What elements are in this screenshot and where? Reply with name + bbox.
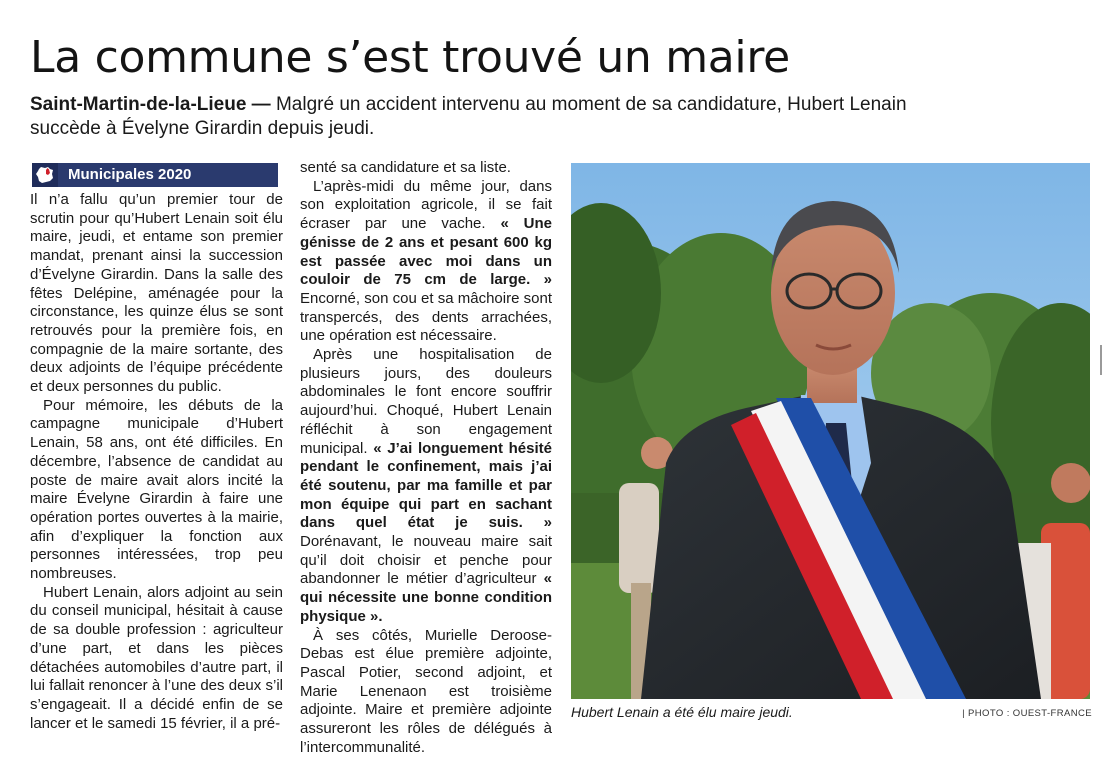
paragraph: Pour mémoire, les débuts de la campagne municipale d’Hubert Lenain, 58 ans, ont été difficiles. En décembre, l’absence de candidat au poste de maire avait alors incité la maire Évelyne Girardin à faire une opération portes ouvertes à la mairie, afin d’expliquer la fonction aux personnes intéressées, trop peu nombreuses.	[30, 396, 283, 583]
quote-text: « J’ai longuement hésité pendant le confinement, mais j’ai été soutenu, par ma famille et par mon équipe qui part en sachant dans quel état je suis. »	[300, 439, 552, 532]
paragraph-text: Encorné, son cou et sa mâchoire sont transpercés, des dents arrachées, une opération est nécessaire.	[300, 289, 552, 345]
dateline-place: Saint-Martin-de-la-Lieue —	[30, 94, 271, 115]
article-photo	[571, 163, 1090, 699]
photo-caption: Hubert Lenain a été élu maire jeudi.	[571, 704, 793, 720]
paragraph: À ses côtés, Murielle Deroose-Debas est élue première adjointe, Pascal Potier, second adjoint, et Marie Lenenaon est troisième adjointe. Maire et première adjointe assureront les rôles de délégués à l’intercommunalité.	[300, 626, 552, 756]
photo-credit: | PHOTO : OUEST-FRANCE	[962, 708, 1092, 719]
text-column-1	[30, 159, 283, 733]
paragraph	[300, 346, 552, 627]
article-standfirst	[30, 93, 950, 141]
paragraph	[300, 178, 552, 346]
scrollbar-thumb[interactable]	[1100, 345, 1102, 375]
article-headline: La commune s’est trouvé un maire	[30, 32, 790, 83]
paragraph: senté sa candidature et sa liste.	[300, 159, 511, 176]
paragraph-text: Après une hospitalisation de plusieurs jours, des douleurs abdominales le font encore souffrir aujourd’hui. Choqué, Hubert Lenain réfléchit à son engagement municipal.	[300, 346, 552, 457]
standfirst-text: Malgré un accident intervenu au moment de sa candidature, Hubert Lenain succède à Évelyne Girardin depuis jeudi.	[30, 94, 907, 139]
quote-text: « Une génisse de 2 ans et pesant 600 kg est passée avec moi dans un couloir de 75 cm de large. »	[300, 215, 552, 289]
text-column-2	[300, 159, 552, 758]
quote-text: « qui nécessite une bonne condition physique ».	[300, 570, 552, 625]
rubric-label: Municipales 2020	[68, 165, 192, 183]
france-map-icon	[32, 163, 58, 187]
paragraph: Il n’a fallu qu’un premier tour de scrutin pour qu’Hubert Lenain soit élu maire, jeudi, et entame son premier mandat, prenant ainsi la succession d’Évelyne Girardin. Dans la salle des fêtes Delépine, aménagée pour la circonstance, les quinze élus se sont retrouvés pour la première fois, en compagnie de la maire sortante, des deux adjoints de l’équipe précédente et deux personnes du public.	[30, 191, 283, 396]
paragraph-text: Dorénavant, le nouveau maire sait qu’il doit choisir et penche pour abandonner le métier d’agriculteur	[300, 533, 552, 588]
paragraph-text: L’après-midi du même jour, dans son exploitation agricole, il se fait écraser par une vache.	[300, 177, 552, 233]
rubric-banner	[32, 163, 278, 187]
paragraph: Hubert Lenain, alors adjoint au sein du conseil municipal, hésitait à cause de sa double profession : agriculteur d’une part, et dans les pièces détachées automobiles d’autre part, il lui fallait renoncer à l’une des deux s’il s’engageait. Il a décidé enfin de se lancer et le samedi 15 février, il a pré-	[30, 583, 283, 732]
